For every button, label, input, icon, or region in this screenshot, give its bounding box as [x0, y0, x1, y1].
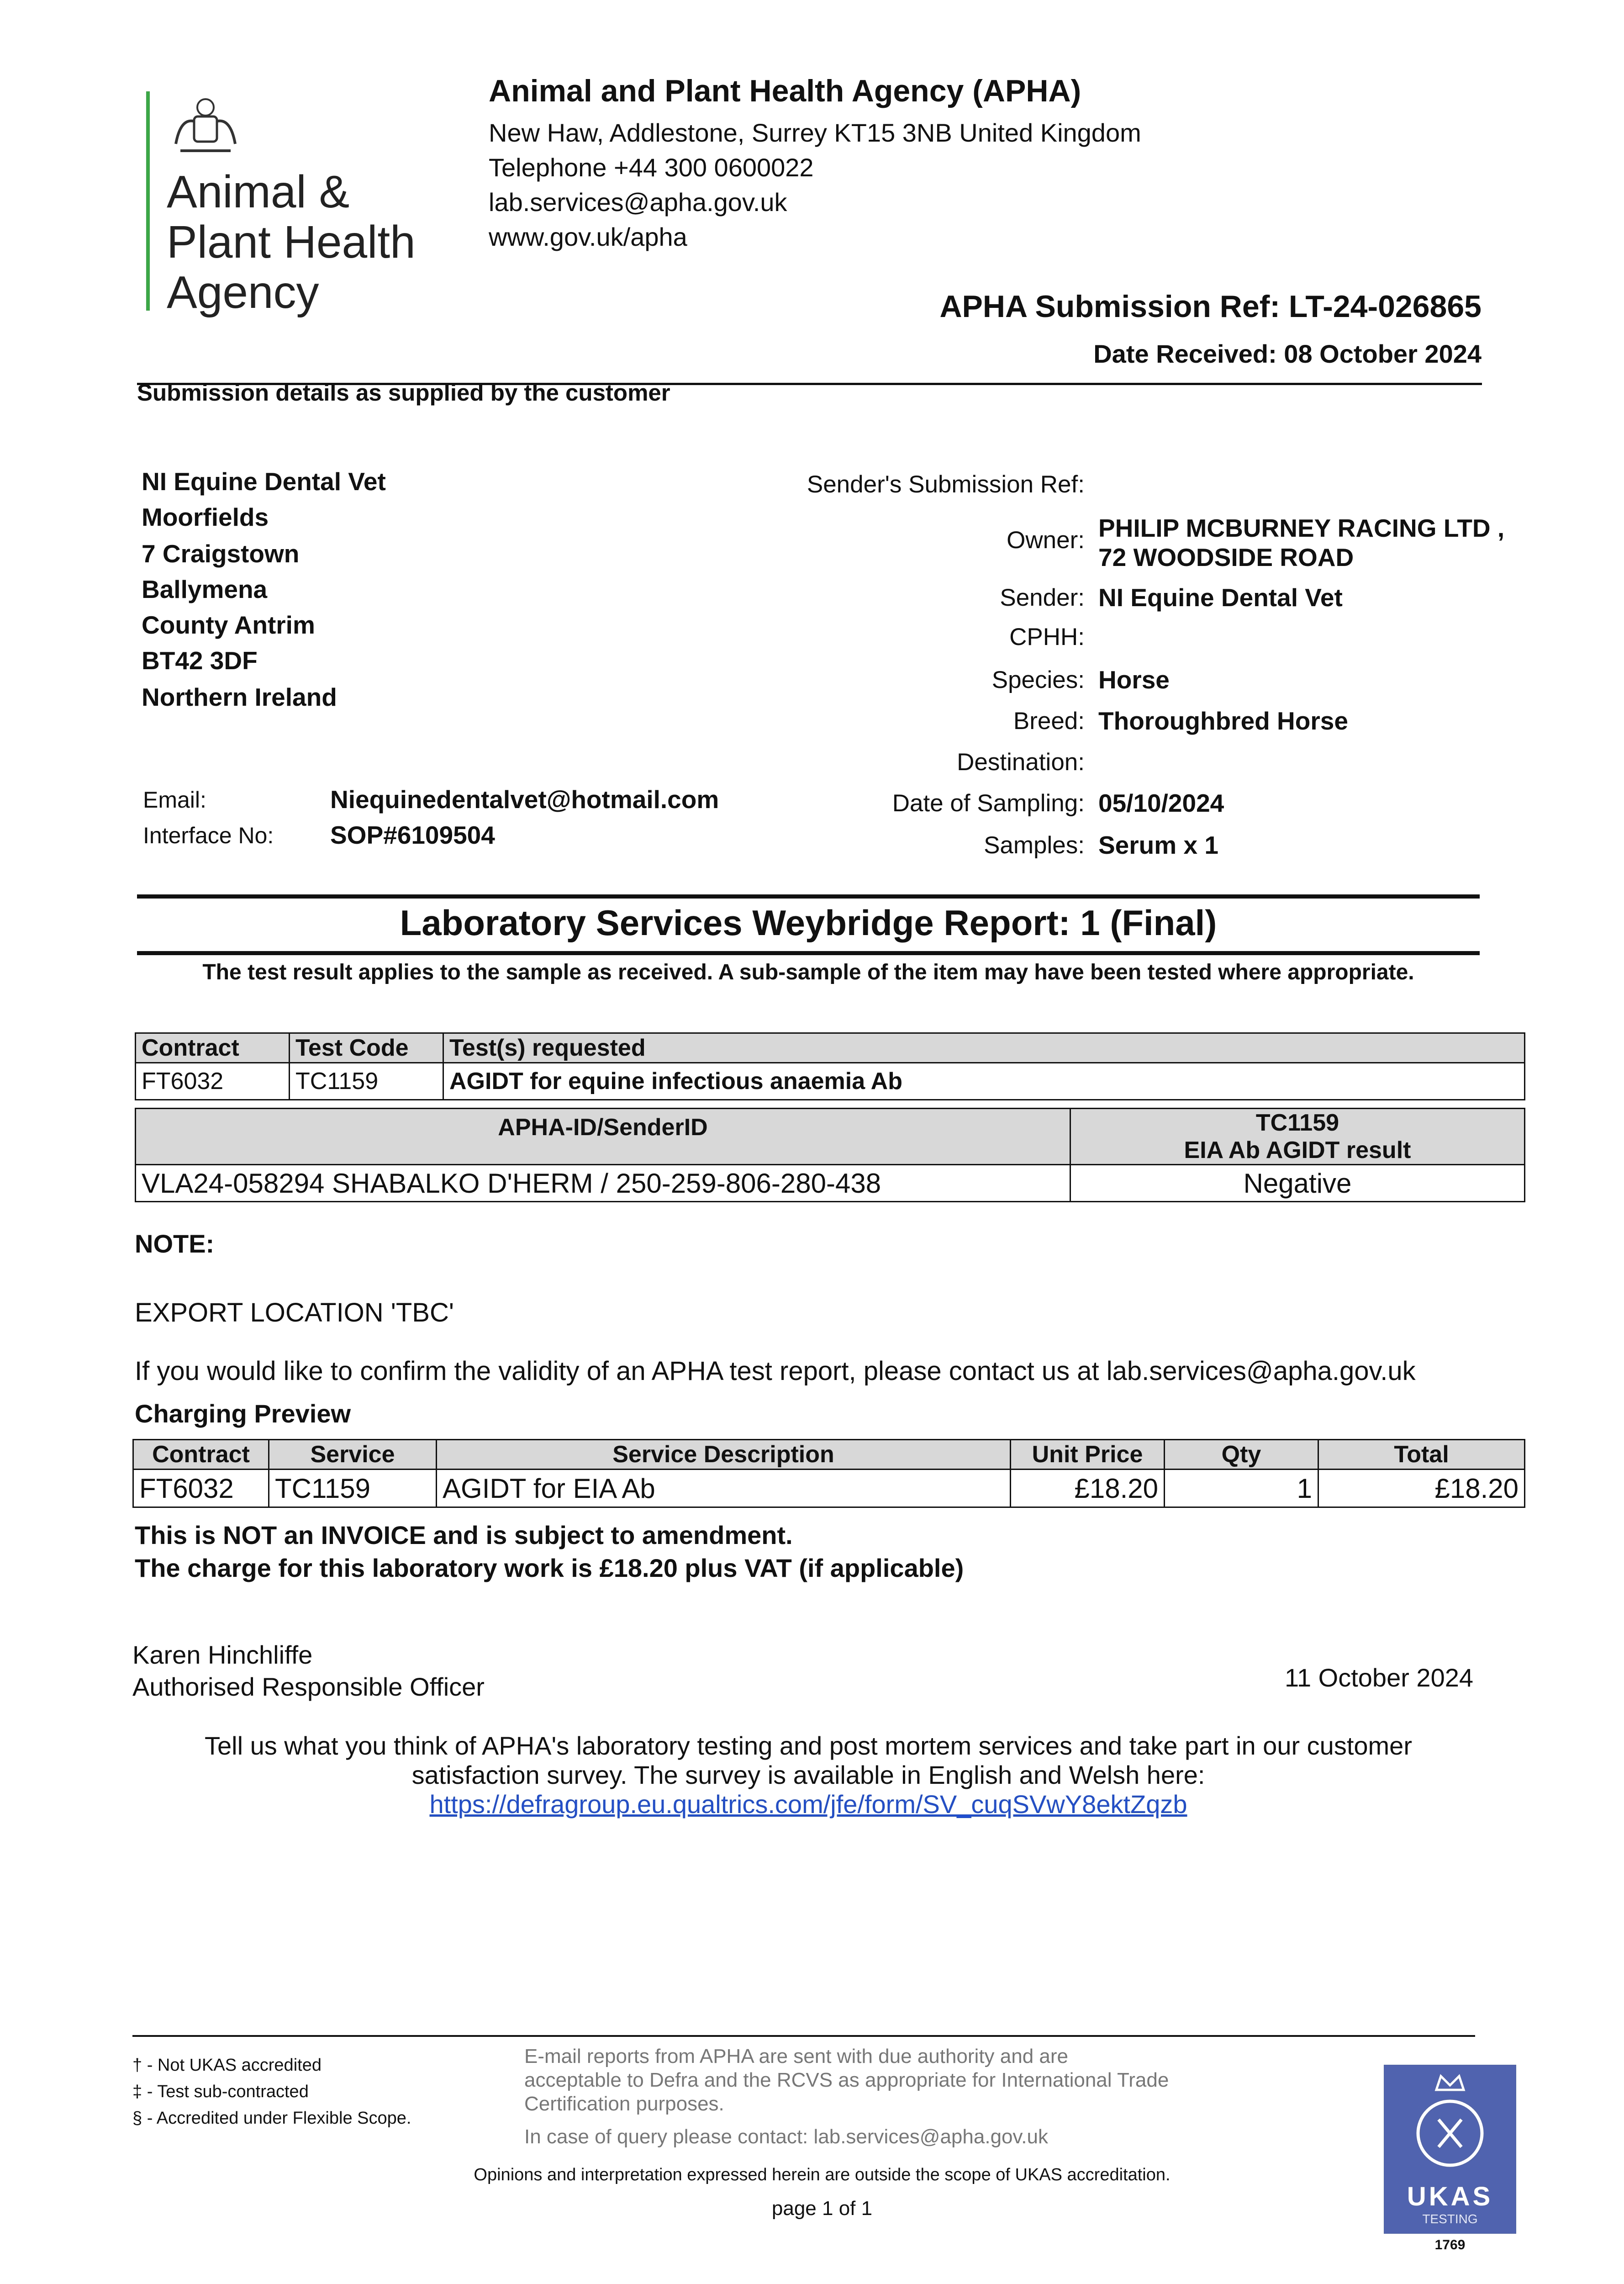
- export-location: EXPORT LOCATION 'TBC': [135, 1298, 454, 1327]
- test-requested-cell: AGIDT for equine infectious anaemia Ab: [443, 1063, 1525, 1100]
- table-header-row: [136, 1109, 1525, 1165]
- sender-value: NI Equine Dental Vet: [1098, 583, 1343, 612]
- cphh-label: CPHH:: [1009, 624, 1085, 650]
- column-header: Total: [1318, 1440, 1525, 1470]
- service-cell: TC1159: [269, 1470, 437, 1507]
- ukas-number: 1769: [1434, 2237, 1466, 2252]
- email-label: Email:: [143, 787, 206, 813]
- email-note: Certification purposes.: [524, 2093, 724, 2115]
- owner-label: Owner:: [1007, 527, 1085, 554]
- tests-table: [135, 1032, 1525, 1100]
- logo-bar: [146, 91, 150, 311]
- column-header: APHA-ID/SenderID: [136, 1109, 1070, 1165]
- breed-label: Breed:: [1013, 708, 1085, 735]
- test-code-cell: TC1159: [290, 1063, 443, 1100]
- interface-number: SOP#6109504: [330, 821, 495, 849]
- divider: [137, 894, 1480, 899]
- divider: [137, 951, 1480, 955]
- org-email[interactable]: lab.services@apha.gov.uk: [489, 188, 787, 217]
- customer-line: 7 Craigstown: [142, 539, 300, 568]
- submission-heading: Submission details as supplied by the customer: [137, 380, 670, 406]
- result-name-header: EIA Ab AGIDT result: [1184, 1137, 1411, 1163]
- interface-label: Interface No:: [143, 823, 274, 848]
- ukas-label: UKAS: [1407, 2182, 1493, 2211]
- table-header-row: [133, 1440, 1525, 1470]
- org-website[interactable]: www.gov.uk/apha: [489, 222, 687, 251]
- column-header: Test Code: [290, 1033, 443, 1063]
- contract-cell: FT6032: [136, 1063, 290, 1100]
- species-value: Horse: [1098, 666, 1170, 694]
- results-table: [135, 1108, 1525, 1202]
- survey-block: [137, 1731, 1480, 1819]
- email-note: acceptable to Defra and the RCVS as appropriate for International Trade: [524, 2069, 1169, 2091]
- charging-heading: Charging Preview: [135, 1399, 351, 1428]
- logo-line: Plant Health: [167, 217, 416, 268]
- legend-item: ‡ - Test sub-contracted: [132, 2082, 309, 2101]
- signatory-name: Karen Hinchliffe: [132, 1640, 313, 1669]
- senders-ref-label: Sender's Submission Ref:: [807, 471, 1085, 498]
- owner-line2: 72 WOODSIDE ROAD: [1098, 543, 1354, 571]
- sign-date: 11 October 2024: [1284, 1663, 1473, 1692]
- email-note: E-mail reports from APHA are sent with due authority and are: [524, 2045, 1069, 2067]
- signatory: [132, 1639, 485, 1703]
- charges-table: [132, 1439, 1525, 1508]
- result-code-header: TC1159: [1255, 1110, 1339, 1136]
- date-sampling-value: 05/10/2024: [1098, 789, 1224, 817]
- legend-item: § - Accredited under Flexible Scope.: [132, 2109, 411, 2128]
- signatory-role: Authorised Responsible Officer: [132, 1672, 485, 1701]
- customer-line: BT42 3DF: [142, 646, 258, 675]
- column-header: Unit Price: [1011, 1440, 1165, 1470]
- column-header: Contract: [136, 1033, 290, 1063]
- org-address: New Haw, Addlestone, Surrey KT15 3NB United Kingdom: [489, 118, 1141, 147]
- customer-line: NI Equine Dental Vet: [142, 467, 386, 496]
- table-row: [136, 1063, 1525, 1100]
- page-number: page 1 of 1: [771, 2197, 873, 2220]
- table-row: [133, 1470, 1525, 1507]
- column-header: Service Description: [437, 1440, 1011, 1470]
- table-row: [136, 1165, 1525, 1202]
- total-cell: £18.20: [1318, 1470, 1525, 1507]
- logo-line: Animal &: [167, 166, 350, 217]
- divider: [132, 2035, 1475, 2037]
- applies-note: The test result applies to the sample as received. A sub-sample of the item may have been tested where appropriate.: [202, 960, 1414, 984]
- customer-email[interactable]: Niequinedentalvet@hotmail.com: [330, 785, 719, 814]
- customer-line: Ballymena: [142, 575, 268, 603]
- breed-value: Thoroughbred Horse: [1098, 707, 1348, 735]
- royal-crest-icon: [167, 94, 244, 158]
- logo-line: Agency: [167, 267, 319, 318]
- org-telephone: Telephone +44 300 0600022: [489, 153, 814, 182]
- owner-line1: PHILIP MCBURNEY RACING LTD ,: [1098, 514, 1505, 542]
- ukas-crown-icon: [1384, 2065, 1516, 2179]
- opinions-note: Opinions and interpretation expressed herein are outside the scope of UKAS accreditation.: [474, 2165, 1171, 2184]
- column-header: Test(s) requested: [443, 1033, 1525, 1063]
- service-description-cell: AGIDT for EIA Ab: [437, 1470, 1011, 1507]
- result-cell: Negative: [1070, 1165, 1525, 1202]
- agency-logo-text: [167, 167, 416, 317]
- samples-value: Serum x 1: [1098, 831, 1218, 859]
- note-label: NOTE:: [135, 1229, 215, 1258]
- date-received: Date Received: 08 October 2024: [1093, 339, 1482, 368]
- destination-label: Destination:: [957, 749, 1085, 776]
- not-invoice: This is NOT an INVOICE and is subject to amendment.: [135, 1521, 793, 1549]
- ukas-badge: [1384, 2065, 1516, 2234]
- customer-line: Moorfields: [142, 503, 269, 531]
- column-header: [1070, 1109, 1525, 1165]
- legend-item: † - Not UKAS accredited: [132, 2056, 322, 2075]
- survey-text: satisfaction survey. The survey is available in English and Welsh here:: [411, 1761, 1205, 1789]
- contract-cell: FT6032: [133, 1470, 269, 1507]
- qty-cell: 1: [1165, 1470, 1318, 1507]
- customer-line: County Antrim: [142, 611, 315, 639]
- column-header: Contract: [133, 1440, 269, 1470]
- column-header: Qty: [1165, 1440, 1318, 1470]
- org-name: Animal and Plant Health Agency (APHA): [489, 74, 1081, 108]
- sample-id-cell: VLA24-058294 SHABALKO D'HERM / 250-259-806-280-438: [136, 1165, 1070, 1202]
- species-label: Species:: [991, 666, 1085, 693]
- ukas-sub: TESTING: [1422, 2212, 1478, 2226]
- customer-line: Northern Ireland: [142, 683, 337, 711]
- charge-text: The charge for this laboratory work is £18.20 plus VAT (if applicable): [135, 1554, 964, 1582]
- survey-text: Tell us what you think of APHA's laboratory testing and post mortem services and take part in our customer: [205, 1731, 1412, 1760]
- date-sampling-label: Date of Sampling:: [892, 790, 1085, 817]
- samples-label: Samples:: [984, 832, 1085, 859]
- query-note: In case of query please contact: lab.services@apha.gov.uk: [524, 2125, 1048, 2148]
- sender-label: Sender:: [1000, 584, 1085, 611]
- survey-link[interactable]: https://defragroup.eu.qualtrics.com/jfe/form/SV_cuqSVwY8ektZqzb: [429, 1790, 1187, 1819]
- column-header: Service: [269, 1440, 437, 1470]
- confirm-validity: If you would like to confirm the validity of an APHA test report, please contact us at lab.services@apha.gov.uk: [135, 1356, 1416, 1386]
- submission-ref: APHA Submission Ref: LT-24-026865: [939, 289, 1482, 324]
- unit-price-cell: £18.20: [1011, 1470, 1165, 1507]
- report-title: Laboratory Services Weybridge Report: 1 (Final): [400, 903, 1217, 943]
- table-header-row: [136, 1033, 1525, 1063]
